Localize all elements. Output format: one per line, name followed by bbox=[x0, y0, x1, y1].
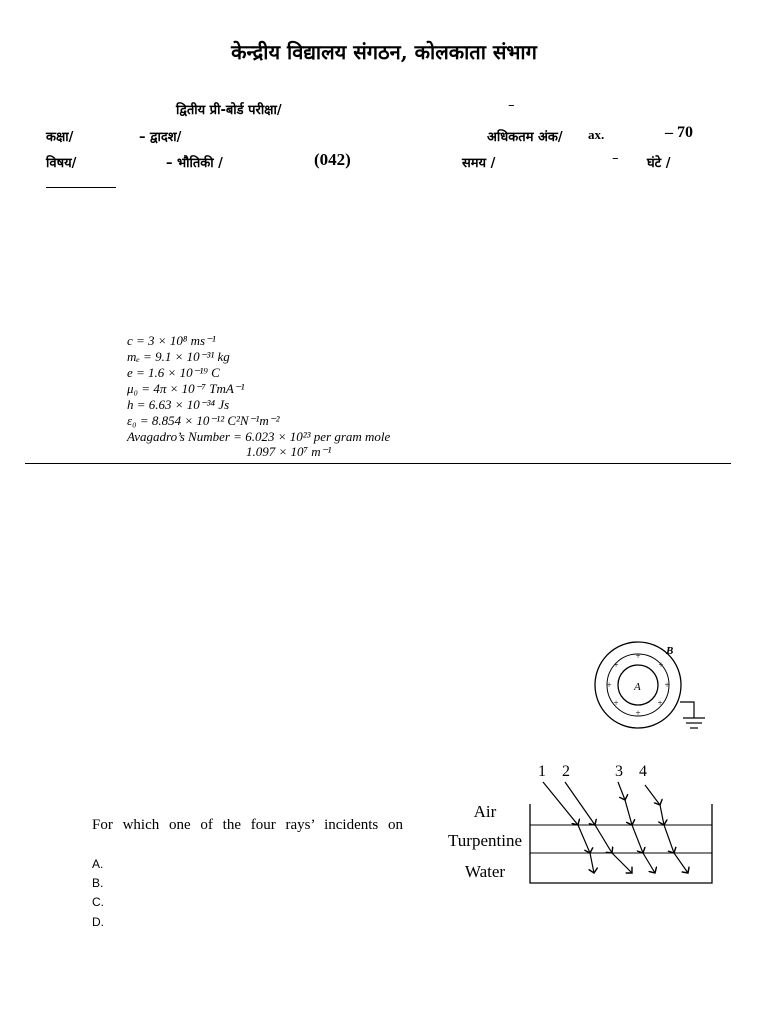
option-c: C. bbox=[92, 895, 104, 909]
subject-code: (042) bbox=[314, 150, 351, 169]
sphere-outer-label: B bbox=[666, 645, 674, 657]
constant-avogadro: Avagadro’s Number = 6.023 × 10²³ per gram mole bbox=[127, 429, 391, 444]
constant-rydberg: 1.097 × 10⁷ m⁻¹ bbox=[246, 444, 332, 459]
class-label: कक्षा/ bbox=[46, 130, 74, 145]
max-marks-abbr: ax. bbox=[588, 127, 605, 142]
name-underline bbox=[46, 187, 116, 188]
constant-planck: h = 6.63 × 10⁻³⁴ Js bbox=[127, 397, 230, 412]
ray-label-2: 2 bbox=[562, 763, 570, 780]
ray-4 bbox=[645, 785, 688, 873]
subject-value: – भौतिकी / bbox=[166, 156, 223, 171]
question-text: For which one of the four rays’ incidents on bbox=[92, 817, 403, 833]
class-value: – द्वादश/ bbox=[139, 130, 182, 145]
concentric-spheres-figure bbox=[585, 635, 715, 745]
charge-sign: + bbox=[657, 698, 663, 708]
ray-2 bbox=[565, 782, 632, 873]
ray-1 bbox=[543, 782, 594, 873]
exam-label: द्वितीय प्री-बोर्ड परीक्षा/ bbox=[176, 103, 282, 118]
constant-permeability: μ₀ = 4π × 10⁻⁷ TmA⁻¹ bbox=[127, 381, 245, 396]
medium-water-label: Water bbox=[464, 862, 506, 881]
ray-3 bbox=[618, 782, 655, 873]
charge-sign: + bbox=[658, 660, 664, 670]
charge-sign: + bbox=[635, 651, 641, 661]
charge-sign: + bbox=[635, 708, 641, 718]
option-a: A. bbox=[92, 857, 104, 871]
charge-sign: + bbox=[664, 680, 670, 690]
time-label: समय / bbox=[462, 156, 496, 171]
subject-label: विषय/ bbox=[46, 156, 77, 171]
ground-wire bbox=[680, 702, 694, 718]
section-divider bbox=[25, 463, 731, 464]
medium-air-label: Air bbox=[473, 802, 497, 821]
ray-label-3: 3 bbox=[615, 763, 623, 780]
constant-electron-charge: e = 1.6 × 10⁻¹⁹ C bbox=[127, 365, 220, 380]
ray-label-1: 1 bbox=[538, 763, 546, 780]
container-outline bbox=[530, 804, 712, 883]
refraction-rays-figure bbox=[440, 755, 730, 890]
time-dash: – bbox=[612, 151, 619, 166]
medium-turpentine-label: Turpentine bbox=[448, 831, 522, 850]
max-marks-value: – 70 bbox=[665, 124, 693, 141]
charge-sign: + bbox=[613, 698, 619, 708]
sphere-inner-label: A bbox=[634, 681, 641, 693]
max-marks-label: अधिकतम अंक/ bbox=[487, 130, 563, 145]
charge-sign: + bbox=[613, 660, 619, 670]
option-b: B. bbox=[92, 876, 104, 890]
time-unit: घंटे / bbox=[647, 156, 671, 171]
constant-speed-of-light: c = 3 × 10⁸ ms⁻¹ bbox=[127, 333, 216, 348]
charge-sign: + bbox=[606, 680, 612, 690]
constant-electron-mass: mₑ = 9.1 × 10⁻³¹ kg bbox=[127, 349, 230, 364]
page-title: केन्द्रीय विद्यालय संगठन, कोलकाता संभाग bbox=[231, 40, 537, 64]
option-d: D. bbox=[92, 915, 104, 929]
ray-label-4: 4 bbox=[639, 763, 647, 780]
constant-permittivity: ε₀ = 8.854 × 10⁻¹² C²N⁻¹m⁻² bbox=[127, 413, 280, 428]
exam-dash: – bbox=[508, 98, 515, 113]
